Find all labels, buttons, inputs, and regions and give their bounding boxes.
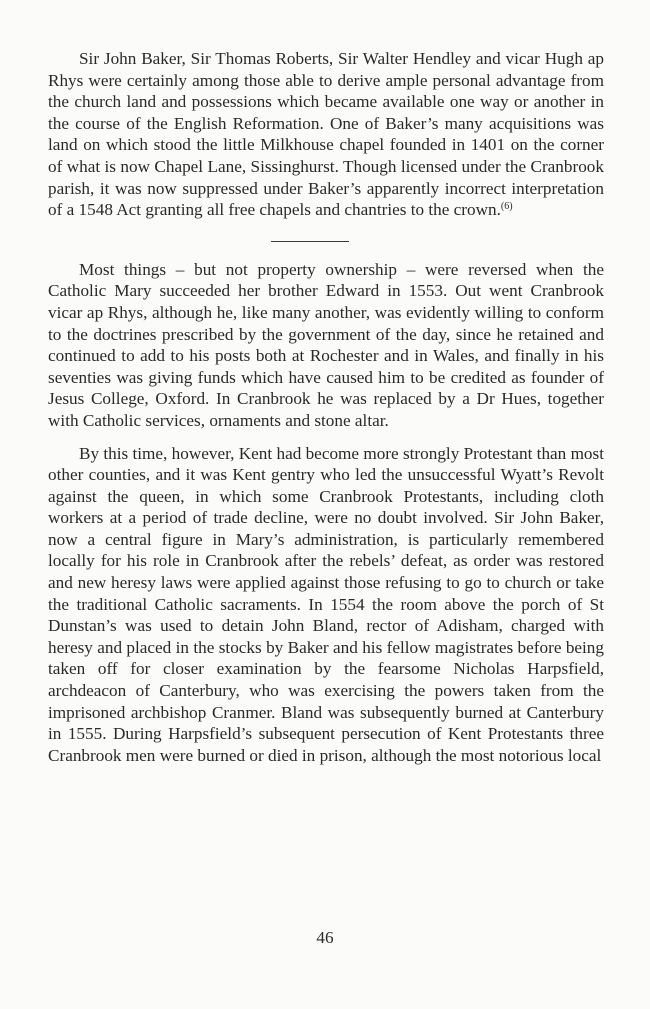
paragraph-2: Most things – but not property ownership – were reversed when the Catholic Mary succeeded her brother Edward in 1553. Out went Cranbrook vicar ap Rhys, although he, like many another, was evidently willing to conform to the doctrines prescribed by the government of the day, since he retained and continued to add to his posts both at Rochester and in Wales, and finally in his seventies was giving funds which have caused him to be credited as founder of Jesus College, Oxford. In Cranbrook he was replaced by a Dr Hues, together with Catholic services, ornaments and stone altar.: [48, 259, 604, 430]
footnote-reference[interactable]: (6): [500, 201, 513, 213]
section-divider: [271, 241, 349, 242]
paragraph-1: [48, 48, 604, 221]
page-number: 46: [316, 928, 334, 947]
paragraph-1-text: Sir John Baker, Sir Thomas Roberts, Sir Walter Hendley and vicar Hugh ap Rhys were certainly among those able to derive ample personal advantage from the church land and possessions which became available one way or another in the course of the English Reformation. One of Baker’s many acquisitions was land on which stood the little Milkhouse chapel founded in 1401 on the corner of what is now Chapel Lane, Sissinghurst. Though licensed under the Cranbrook parish, it was now suppressed under Baker’s apparently incorrect interpretation of a 1548 Act granting all free chapels and chantries to the crown.: [48, 49, 604, 220]
paragraph-3: By this time, however, Kent had become more strongly Protestant than most other counties, and it was Kent gentry who led the unsuccessful Wyatt’s Revolt against the queen, in which some Cranbrook Protestants, including cloth workers at a period of trade decline, were no doubt involved. Sir John Baker, now a central figure in Mary’s administration, is particularly remembered locally for his role in Cranbrook after the rebels’ defeat, as order was restored and new heresy laws were applied against those refusing to go to church or take the traditional Catholic sacraments. In 1554 the room above the porch of St Dunstan’s was used to detain John Bland, rector of Adisham, charged with heresy and placed in the stocks by Baker and his fellow magistrates before being taken off for closer examination by the fearsome Nicholas Harpsfield, archdeacon of Canterbury, who was exercising the powers taken from the imprisoned archbishop Cranmer. Bland was subsequently burned at Canterbury in 1555. During Harpsfield’s subsequent persecution of Kent Protestants three Cranbrook men were burned or died in prison, although the most notorious local: [48, 443, 604, 765]
page-body: [48, 48, 604, 766]
